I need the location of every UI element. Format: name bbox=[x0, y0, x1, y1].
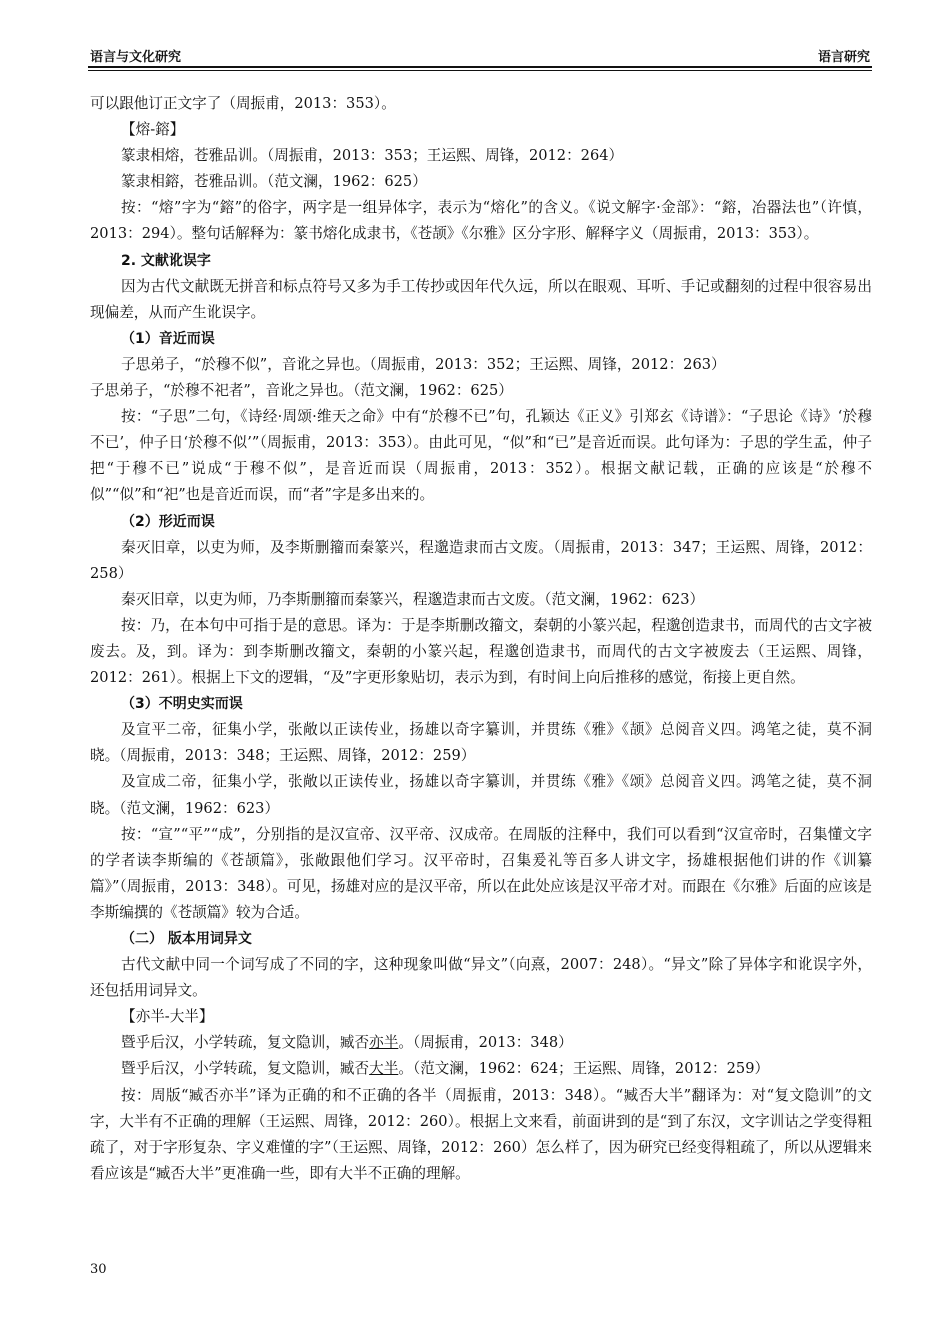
quote-line bbox=[90, 1056, 872, 1082]
entry-heading: 【亦半-大半】 bbox=[121, 1008, 214, 1026]
quote-line: 及宣平二帝，征集小学，张敞以正读传业，扬雄以奇字纂训，并贯练《雅》《颉》总阅音义四。鸿笔之徒，莫不洞晓。（周振甫，2013：348；王运熙、周锋，2012：259） bbox=[90, 721, 872, 765]
note-paragraph: 按：周版“臧否亦半”译为正确的和不正确的各半（周振甫，2013：348）。“臧否大半”翻译为：对“复文隐训”的文字，大半有不正确的理解（王运熙、周锋，2012：260）。根据上文来看，前面讲到的是“到了东汉，文字训诂之学变得粗疏了，对于字形复杂、字义难懂的字”（王运熙、周锋，2012：260）怎么样了，因为研究已经变得粗疏了，所以从逻辑来看应该是“臧否大半”更准确一些，即有大半不正确的理解。 bbox=[90, 1086, 872, 1182]
page-number: 30 bbox=[90, 1262, 107, 1277]
article-body bbox=[90, 91, 872, 1187]
note-paragraph: 按：“熔”字为“鎔”的俗字，两字是一组异体字，表示为“熔化”的含义。《说文解字·金部》：“鎔，冶器法也”（许慎，2013：294）。整句话解释为：篆书熔化成隶书，《苍颉》《尔雅》区分字形、解释字义（周振甫，2013：353）。 bbox=[90, 199, 872, 243]
quote-line: 篆隶相鎔，苍雅品训。（范文澜，1962：625） bbox=[121, 173, 427, 191]
citation: 。（周振甫，2013：348） bbox=[398, 1034, 573, 1052]
quote-line: 秦灭旧章，以吏为师，及李斯删籀而秦篆兴，程邈造隶而古文废。（周振甫，2013：347；王运熙、周锋，2012：258） bbox=[90, 538, 872, 582]
subsection-heading: （1）音近而误 bbox=[121, 330, 215, 347]
section-heading: （二） 版本用词异文 bbox=[121, 931, 252, 947]
note-paragraph: 按：乃，在本句中可指于是的意思。译为：于是李斯删改籀文，秦朝的小篆兴起，程邈创造隶书，而周代的古文字被废去。及，到。译为：到李斯删改籀文，秦朝的小篆兴起，程邈创造隶书，而周代的古文字被废去（王运熙、周锋，2012：261）。根据上下文的逻辑，“及”字更形象贴切，表示为到，有时间上向后推移的感觉，衔接上更自然。 bbox=[90, 616, 872, 687]
paragraph: 因为古代文献既无拼音和标点符号又多为手工传抄或因年代久远，所以在眼观、耳听、手记或翻刻的过程中很容易出现偏差，从而产生讹误字。 bbox=[90, 277, 872, 321]
journal-title: 语言与文化研究 bbox=[90, 50, 182, 65]
note-paragraph: 按：“子思”二句，《诗经·周颂·维天之命》中有“於穆不已”句，孔颖达《正义》引郑玄《诗谱》：“子思论《诗》‘於穆不已’，仲子日‘於穆不似’”（周振甫，2013：353）。由此可见，“似”和“已”是音近而误。此句译为：子思的学生孟，仲子把“于穆不已”说成“于穆不似”，是音近而误（周振甫，2013：352）。根据文献记载，正确的应该是“於穆不似”“似”和“祀”也是音近而误，而“者”字是多出来的。 bbox=[90, 408, 872, 504]
running-header bbox=[88, 44, 870, 66]
subsection-heading: （3）不明史实而误 bbox=[121, 696, 243, 713]
quote-line: 及宣成二帝，征集小学，张敞以正读传业，扬雄以奇字纂训，并贯练《雅》《颂》总阅音义四。鸿笔之徒，莫不洞晓。（范文澜，1962：623） bbox=[90, 773, 872, 817]
quote-line bbox=[90, 1030, 872, 1056]
underlined-variant: 亦半 bbox=[369, 1034, 399, 1052]
quote-line: 篆隶相熔，苍雅品训。（周振甫，2013：353；王运熙、周锋，2012：264） bbox=[121, 147, 624, 165]
section-heading: 2. 文献讹误字 bbox=[121, 252, 211, 269]
quote-text: 暨乎后汉，小学转疏，复文隐训，臧否 bbox=[121, 1060, 370, 1078]
quote-line: 秦灭旧章，以吏为师，乃李斯删籀而秦篆兴，程邈造隶而古文废。（范文澜，1962：623） bbox=[121, 590, 705, 608]
citation: 。（范文澜，1962：624；王运熙、周锋，2012：259） bbox=[398, 1060, 770, 1078]
quote-line: 子思弟子，“於穆不似”，音讹之异也。（周振甫，2013：352；王运熙、周锋，2012：263） bbox=[121, 355, 726, 373]
subsection-heading: （2）形近而误 bbox=[121, 513, 215, 530]
note-paragraph: 按：“宣”“平”“成”，分别指的是汉宣帝、汉平帝、汉成帝。在周版的注释中，我们可以看到“汉宣帝时，召集懂文字的学者读李斯编的《苍颉篇》，张敞跟他们学习。汉平帝时，召集爰礼等百多人讲文字，扬雄根据他们讲的作《训纂篇》”（周振甫，2013：348）。可见，扬雄对应的是汉平帝，所以在此处应该是汉平帝才对。而跟在《尔雅》后面的应该是李斯编撰的《苍颉篇》较为合适。 bbox=[90, 825, 872, 921]
entry-heading: 【熔-鎔】 bbox=[121, 121, 185, 139]
header-rule-thin bbox=[88, 70, 872, 71]
quote-text: 暨乎后汉，小学转疏，复文隐训，臧否 bbox=[121, 1034, 370, 1052]
paragraph: 古代文献中同一个词写成了不同的字，这种现象叫做“异文”（向熹，2007：248）。“异文”除了异体字和讹误字外，还包括用词异文。 bbox=[90, 956, 872, 1000]
section-title: 语言研究 bbox=[817, 50, 870, 65]
paragraph: 可以跟他订正文字了（周振甫，2013：353）。 bbox=[90, 95, 396, 112]
quote-line: 子思弟子，“於穆不祀者”，音讹之异也。（范文澜，1962：625） bbox=[90, 382, 513, 400]
header-rule-thick bbox=[88, 66, 872, 68]
underlined-variant: 大半 bbox=[369, 1060, 399, 1078]
